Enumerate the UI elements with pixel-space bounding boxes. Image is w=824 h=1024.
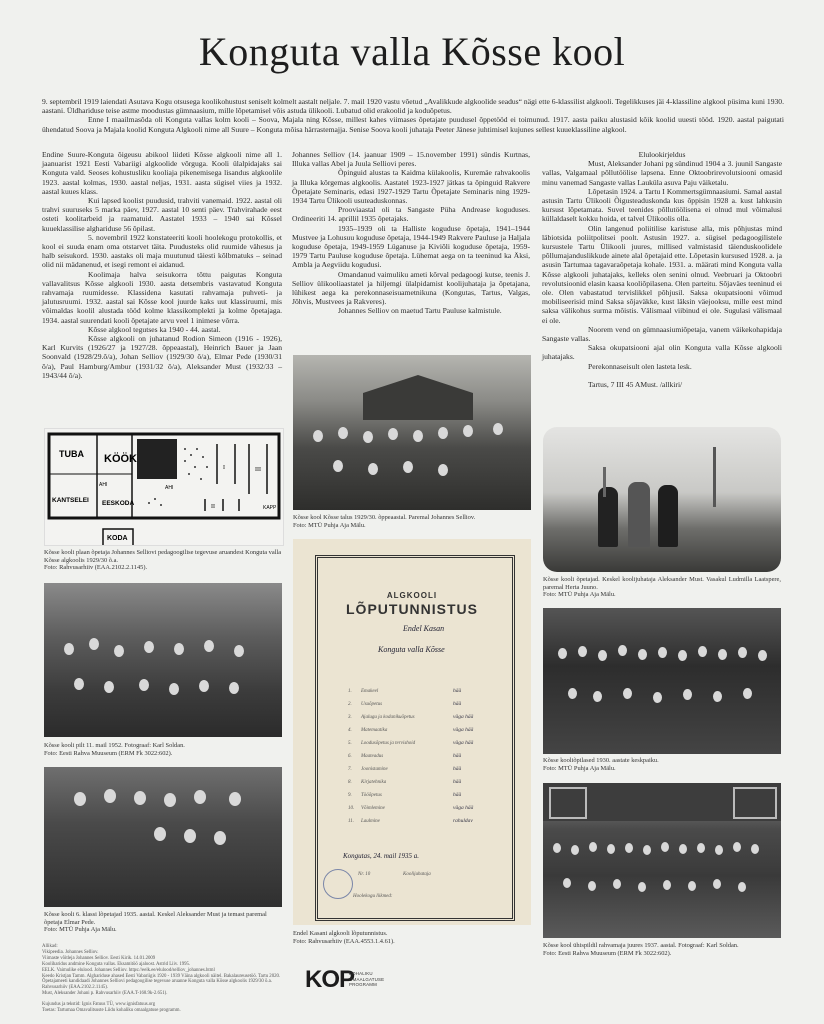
grade-subject: Maateadus: [361, 754, 384, 759]
grade-subject: Emakeel: [361, 689, 379, 694]
floor-plan-drawing: [44, 428, 284, 546]
caption-text: Kõsse kooliõpilased 1930. aastate keskpaiku.: [543, 757, 659, 764]
plan-label-koda: KODA: [107, 535, 128, 542]
grade-number: 9.: [348, 793, 352, 798]
grade-subject: Võimlemine: [361, 806, 385, 811]
certificate-number: Nr. 10: [358, 872, 371, 877]
reference-item: Must, Aleksander Johani p. Rahvusarhiiv (EAA.T-168.9k-2.651).: [42, 991, 168, 997]
grade-subject: Kirjatehnika: [361, 780, 387, 785]
plan-label-tuba: TUBA: [59, 449, 84, 459]
certificate-title: LÕPUTUNNISTUS: [346, 601, 478, 617]
autobiography-heading: Elulookirjeldus: [638, 150, 686, 159]
caption-class6: [44, 911, 282, 934]
grade-subject: Loodusõpetus ja tervishoid: [361, 741, 416, 746]
grade-value: hää: [453, 779, 462, 785]
paragraph: Kõsse algkool tegutses ka 1940 - 44. aastal.: [88, 324, 221, 334]
kop-logo-line: PROGRAMM: [349, 982, 377, 988]
page-title: Konguta valla Kõsse kool: [198, 29, 626, 74]
paragraph: Omandanud vaimuliku ameti kõrval pedagoogi kutse, teenis J. Selliov ülikooliaastatel ja hiljemgi ülalpidamist koolijuhataja ja õpetajana, lühikest aega ka perekonnaseisuametnikuna (Kongutas, Tartus, Valgas, Jõhvis, Mustvees ja Rakveres).: [292, 269, 530, 307]
caption-credit: Foto: MTÜ Puhja Aja Mälu.: [543, 591, 616, 599]
caption-text: Kõsse kool Kõsse talus 1929/30. õppeaastal. Paremal Johannes Selliov.: [293, 514, 476, 521]
paragraph: 5. novembril 1922 konstateeriti kooli hoolekogu protokollis, et kool ei suuda enam oma otstarvet täita. Puudusteks olid ruumide vähesus ja halb seisukord. 1930. aastaks oli maja muutunud täiesti kõlbmatuks – seinad olid nii mädanenud, et isegi remont ei aidanud.: [42, 232, 282, 270]
certificate-board-label: Hoolekogu liikmed:: [353, 894, 393, 899]
paragraph: Johannes Selliov on maetud Tartu Pauluse kalmistule.: [338, 306, 502, 316]
caption-credit: Foto: Rahvusarhiiv (EAA.2102.2.1145).: [44, 564, 148, 572]
certificate-document: [293, 539, 531, 925]
caption-credit: Foto: Eesti Rahva Muuseum (ERM Fk 3022:602).: [44, 749, 173, 757]
certificate-stamp: [323, 869, 353, 899]
paragraph: Kui lapsed koolist puudusid, trahviti vanemaid. 1922. aastal oli trahvi suuruseks 5 marka päev, 1927. aastal 10 senti päev. Trahvirahade eest osteti koolitarbeid ja raamatuid. Aastatel 1933 – 1940 sai Kõssel kuueklassilise alghariduse 56 õpilast.: [42, 196, 282, 233]
plan-label-room: III: [255, 467, 261, 473]
grade-number: 5.: [348, 741, 352, 746]
plan-label-kapp: KAPP: [263, 505, 277, 511]
intro-paragraph: 9. septembril 1919 laiendati Asutava Kogu otsusega koolikohustust seniselt kolmelt aastalt neljale. 7. mail 1920 vastu võetud „Avalikkude algkoolide seadus“ nägi ette 6-klassilist algkooli. Tegelikkuses jäi 4-klassiline algkool püsima kuni 1930. aastani. Üldhariduse teise astme moodustas gümnaasium, mille lõpetamisel võis astuda ülikooli. Lubatud olid erakoolid ja koduõpetus.: [42, 97, 784, 116]
photo-pupils-1930s: [543, 608, 781, 754]
certificate-head-label: Koolijuhataja: [403, 872, 431, 877]
caption-credit: Foto: MTÜ Puhja Aja Mälu.: [293, 521, 366, 529]
reference-item: Õpetajameeti kandidaadi Johannes Selliovi pedagoogilise tegevuse aruanne Konguta valla Kõsse algkoolis 1929/30 õ.a. Rahvusarhiiv (EAA.2102.2.1145).: [42, 979, 272, 991]
grade-value: hää: [453, 766, 462, 772]
column-selliov-bio: [292, 150, 530, 316]
grade-value: hää: [453, 792, 462, 798]
grade-number: 8.: [348, 780, 352, 785]
certificate-place-date: Kongutas, 24. mail 1935 a.: [343, 852, 420, 860]
caption-text: Kõsse kooli õpetajad. Keskel koolijuhataja Aleksander Must. Vasakul Ludmilla Laatspere, paremal Herta Juuno.: [543, 576, 781, 591]
grade-subject: Joonistamine: [361, 767, 388, 772]
paragraph: 1935–1939 oli ta Halliste koguduse õpetaja, 1941–1944 Mustvee ja Lohusuu koguduse õpetaja, 1944-1949 Rakvere Pauluse ja Haljala koguduse õpetaja, 1949-1959 Lüganuse ja Kiviõli koguduse õpetaja, 1959-1979 Tartu Pauluse koguduse õpetaja. Lühemat aega on ta teeninud ka Äksi, Ambla ja Aegviidu kogudusi.: [292, 223, 530, 270]
caption-teachers: [543, 576, 781, 599]
grade-subject: Matemaatika: [361, 728, 388, 733]
kop-logo-letters: KOP: [305, 966, 355, 993]
paragraph: Koolimaja halva seisukorra tõttu paigutas Konguta vallavalitsus Kõsse algkooli 1930. aasta detsembris vastavatud Konguta rahvamaja ruumidesse. Klassidena kasutati rahvamaja puhveti- ja jalutusruumi. 1932. aastal sai Kõsse kool juurde kaks uut klassiruumi, mis võimaldas koolil alustada tööd kolme klassikomplekti ja kolme õpetajaga. 1934. aastal suurendati kooli õpetajate arvu veel 1 inimese võrra.: [42, 269, 282, 325]
caption-photo-1952: [44, 742, 282, 757]
caption-floor-plan: [44, 549, 282, 572]
credit-line: Kujundus ja tekstid: Ignis Fatuus TÜ, www.ignisfatuus.org: [42, 1002, 156, 1008]
photo-school-1952: [44, 583, 282, 737]
references: [42, 944, 287, 1014]
kop-logo-line: OMAALGATUSE: [349, 976, 385, 982]
grade-number: 2.: [348, 702, 352, 707]
caption-credit: Foto: Eesti Rahva Muuseum (ERM Fk 3022:602).: [543, 949, 672, 957]
column-school-history: [42, 150, 282, 380]
caption-credit: Foto: MTÜ Puhja Aja Mälu.: [44, 926, 117, 934]
intro-text: [42, 97, 784, 134]
grade-subject: Ajalugu ja kodanikuõpetus: [361, 715, 415, 720]
caption-credit: Foto: Rahvusarhiiv (EAA.4553.1.4.61).: [293, 937, 395, 945]
grade-value: hää: [453, 701, 462, 707]
plan-label-ahi: AHI: [165, 485, 174, 491]
paragraph: Noorem vend on gümnaasiumiõpetaja, vanem väikekohapidaja Sangaste vallas.: [542, 324, 782, 344]
paragraph: Lõpetasin 1924. a Tartu I Kommertsgümnaasiumi. Samal aastal astusin Tartu Ülikooli Õigusteaduskonda kus õppisin 1928 a. kust lahkusin kursust lõpetamata. Suvel teenides põllutöölisena ei olnud mul võimalusi küllaldaselt kokku hoida, et talvel Ülikoolis olla.: [542, 186, 782, 224]
grade-value: väga hää: [453, 805, 474, 811]
plan-label-eeskoda: EESKODA: [102, 500, 135, 507]
paragraph: Endine Suure-Konguta õigeusu abikool liideti Kõsse algkooli nime all 1. jaanuarist 1921 Eesti Vabariigi algkoolide võrguga. Kooli ülalpidajaks sai Konguta vald. Seoses kohustusliku kooliaja pikenemisega lisandus algkoolile 1923. aastal kolmas, 1930. aastal neljas, 1931. aasta sügisel viies ja 1932. aastal kuues klass.: [42, 150, 282, 196]
paragraph: Saksa okupatsiooni ajal olin Konguta valla Kõsse algkooli juhatajaks.: [542, 343, 782, 362]
paragraph: Õpinguid alustas ta Kaidma külakoolis, Kuremäe rahvakoolis ja Illuka kõrgemas algkoolis. Aastatel 1923-1927 jätkas ta õpinguid Rakvere Õpetajate Seminaris, edasi 1927-1929 Tartu Õpetajate Seminaris ning 1929-1934 Tartu Ülikooli usuteaduskonnas.: [292, 168, 530, 206]
caption-text: Endel Kasani algkooli lõputunnistus.: [293, 930, 388, 937]
kop-logo-line: KOHALIKU: [349, 971, 373, 976]
caption-text: Kõsse kool ühispildil rahvamaja juures 1937. aastal. Fotograaf: Karl Soldan.: [543, 942, 739, 949]
grade-value: rahuldav: [453, 818, 473, 824]
grade-value: väga hää: [453, 714, 474, 720]
signature-line: Tartus, 7 III 45 AMust. /allkiri/: [588, 379, 683, 389]
caption-certificate: [293, 930, 531, 945]
grade-subject: Usuõpetus: [361, 702, 383, 707]
photo-class6-1935: [44, 767, 282, 907]
certificate-owner: Endel Kasan: [403, 624, 445, 633]
caption-credit: Foto: MTÜ Puhja Aja Mälu.: [543, 764, 616, 772]
caption-talu: [293, 514, 531, 529]
reference-item: EELK. Vaimulike elulood. Johannes Selliov. https://eelk.ee/elulood/selliov_johannes.html: [42, 967, 215, 973]
column-must-autobiography: [542, 150, 782, 389]
reference-item: Kooliharidus andmine Konguta vallas. Eksamitöö ajaloost. Astrid Liiv. 1995.: [42, 961, 191, 967]
grade-number: 10.: [348, 806, 355, 811]
grade-value: hää: [453, 688, 462, 694]
photo-teachers: [543, 427, 781, 572]
paragraph: Perekonnaseisult olen lasteta lesk.: [588, 361, 692, 371]
reference-item: Vikipeedia. Johannes Selliov.: [42, 949, 99, 955]
caption-text: Kõsse kooli plaan õpetaja Johannes Selliovi pedagoogilise tegevuse aruandest Konguta valla Kõsse algkoolis 1929/30 õ.a.: [44, 549, 282, 564]
caption-pupils-1930s: [543, 757, 781, 772]
certificate-kicker: ALGKOOLI: [386, 591, 438, 600]
kop-logo: [305, 966, 425, 996]
plan-label-kantselei: KANTSELEI: [52, 497, 89, 504]
reference-item: Keedo Kristjan Tamm. Alghariduse ahased Eesti Vabariigis 1920 - 1939 Väina algkooli näitel. Bakalaureusetöö. Tartu 2020.: [42, 973, 281, 979]
certificate-school: Konguta valla Kõsse: [378, 645, 445, 654]
photo-group-1937: [543, 783, 781, 938]
plan-label-kook: KÖÖK: [104, 453, 137, 465]
credit-line: Toetas: Tartumaa Omavalitsuste Liidu kohaliku omaalgatuse programm.: [42, 1008, 181, 1014]
paragraph: Kõsse algkooli on juhatanud Rodion Simeon (1916 - 1926), Karl Kurvits (1926/27 ja 1927/28. õppeaastal), Heinrich Bauer ja Jaan Soonvald (1928/29.õ/a), Johan Selliov (1929/30 õ/a), Elmar Pede (1930/31 õ/a), Paul Hamburg/Ambur (1931/32 õ/a), Aleksander Must (1932/33 – 1943/44 õ/a).: [42, 334, 282, 380]
grade-number: 11.: [348, 819, 354, 824]
intro-paragraph: Enne I maailmasõda oli Konguta vallas kolm kooli – Soova, Majala ning Kõsse, millest kahes viimases õpetajate puudusel õppetööd ei toimunud. 1917. aasta paiku alustasid kõik koolid uuesti tööd. 1920. aastal paigutati ühendatud Soova ja Majala koolid Konguta Algkooli nime all Suure – Konguta mõisa härrastemajja. Senise Soova kooli juhataja Peeter Jänese juhtimisel kujunes sellest kuueklassiline algkool.: [42, 115, 784, 134]
caption-group-1937: [543, 942, 781, 957]
floor-plan-svg: [45, 429, 283, 545]
paragraph: Olin langenud poliitilise karistuse alla, mis põhjustas mind läbiotsida poliitpolitsei poolt. Astusin 1927. a. sügisel pedagoogilistele kursustele Tartu Ülikooli juures, millised valmistasid täienduskoolidele põllumajanduslikkude ainete alal õpetajaid ette. Lõpetasin kursused 1928. a. ja asusin Tartumaa tagavaraõpetaja kohale. 1931. a. määrati mind Konguta valla Kõsse algkooli juhatajaks, kelleks olen senini olnud. Veebruari ja Oktoobri revolutsioonid elasin kaasa kooliõpilasena. Olen parteitu. Sõjaväes teeninud ei ole. Olen vabastatud tervislikkel põhjusil. Saksa okupatsiooni võimud mobiliseerisid mind Saksa sõjaväkke, kust läksin väejooksu, mille eest mind saksa välikohus surma mõistis. Välismaal viibinud ei ole. Sugulasi välismaal ei ole.: [542, 223, 782, 325]
grade-number: 4.: [348, 728, 352, 733]
paragraph: Must, Aleksander Johani pg sündinud 1904 a 3. juunil Sangaste vallas, Valgamaal põllutöölise lapsena. Enne Oktoobrirevolutsiooni omasid minu vanemad Sangaste vallas Lauküla asuva Paju väiketalu.: [542, 159, 782, 187]
grade-value: väga hää: [453, 727, 474, 733]
grade-number: 7.: [348, 767, 352, 772]
kop-logo-text: [349, 971, 384, 988]
plan-label-room: II: [211, 504, 215, 510]
grade-number: 6.: [348, 754, 352, 759]
caption-text: Kõsse kooli pilt 11. mail 1952. Fotograaf: Karl Soldan.: [44, 742, 185, 749]
grade-number: 1.: [348, 689, 352, 694]
grade-value: väga hää: [453, 740, 474, 746]
paragraph: Prooviaastal oli ta Sangaste Püha Andrease koguduses. Ordineeriti 14. aprillil 1935 õpetajaks.: [292, 205, 530, 224]
references-heading: Allikad:: [42, 944, 58, 949]
grade-number: 3.: [348, 715, 352, 720]
paragraph: Johannes Selliov (14. jaanuar 1909 – 15.november 1991) sündis Kurtnas, Illuka vallas Abel ja Juula Selliovi peres.: [292, 150, 530, 169]
caption-text: Kõsse kooli 6. klassi lõpetajad 1935. aastal. Keskel Aleksander Must ja temast paremal õpetaja Elmar Pede.: [44, 911, 267, 926]
grade-subject: Laulmine: [361, 819, 380, 824]
plan-label-room: I: [223, 465, 225, 471]
plan-label-ahi: AHI: [99, 482, 108, 488]
grade-value: hää: [453, 753, 462, 759]
photo-kosse-talu-1929: [293, 355, 531, 510]
grade-subject: Tööõpetus: [361, 793, 382, 798]
reference-item: Viimaste võitleja Johannes Selliov. Eesti Kirik. 14.01.2009: [42, 955, 156, 961]
